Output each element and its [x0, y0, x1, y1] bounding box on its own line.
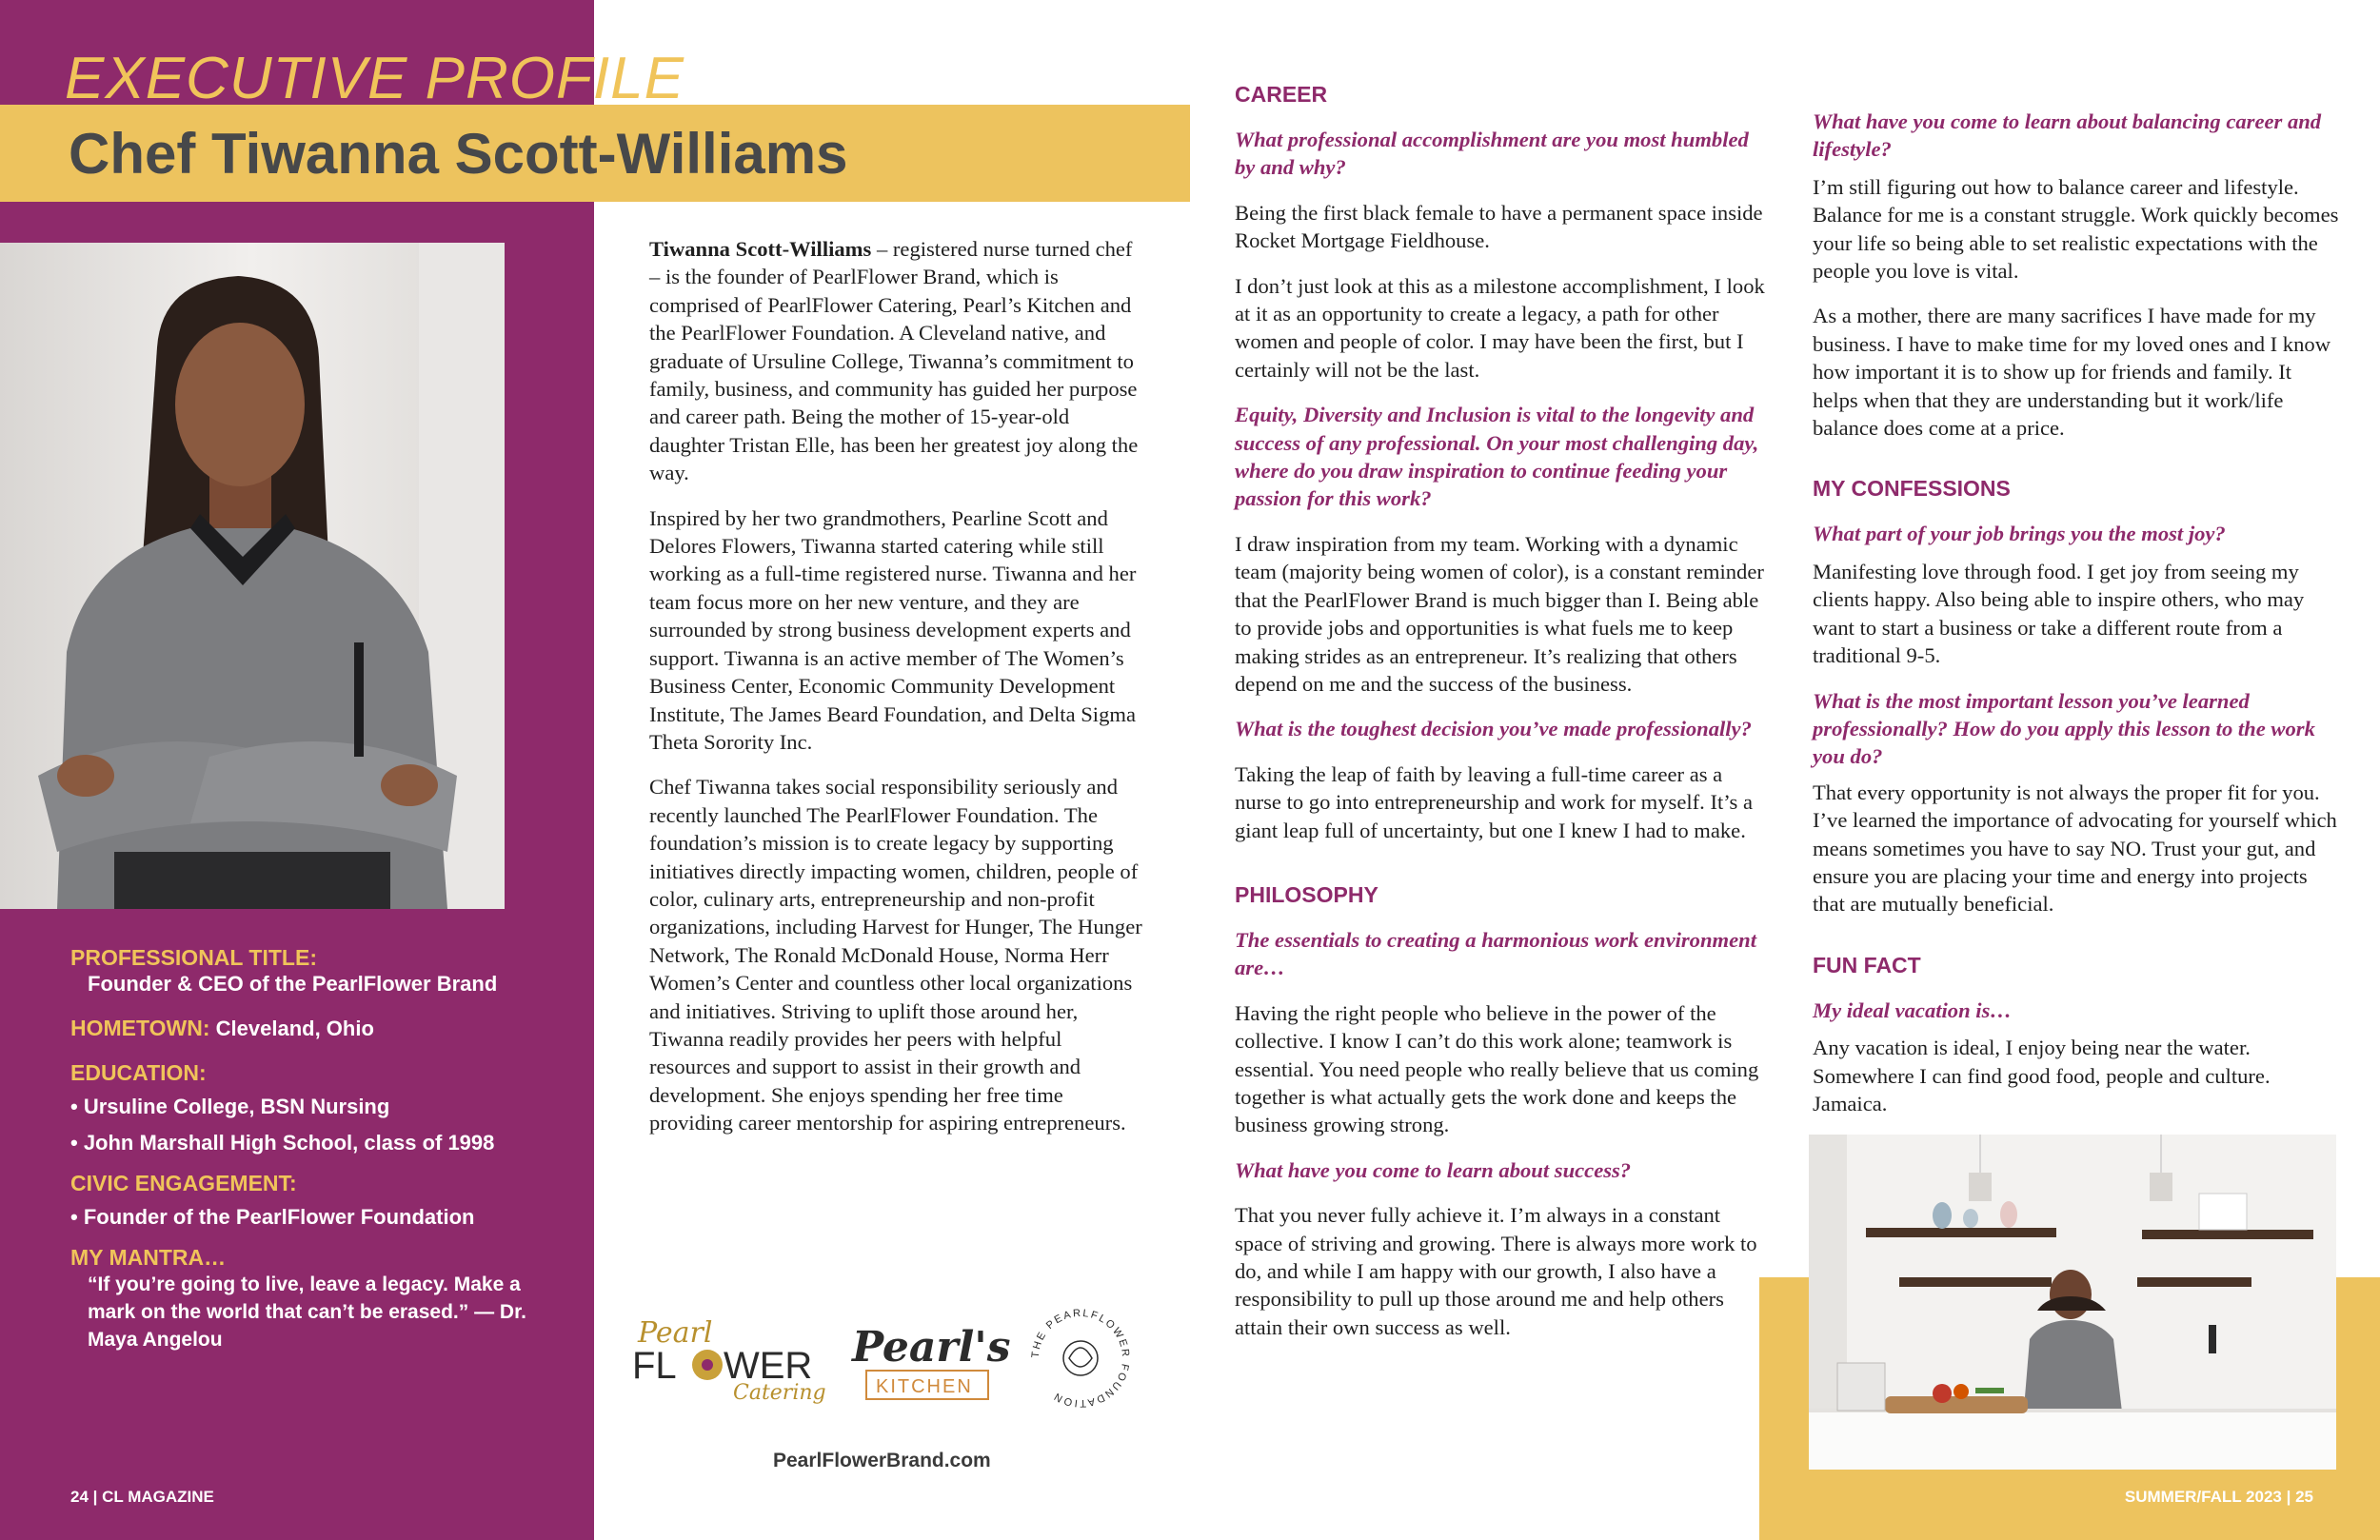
right-column	[1813, 108, 2341, 1135]
foundation-ring-text: THE PEARLFLOWER FOUNDATION	[1029, 1307, 1132, 1409]
logo-script: Pearl	[638, 1316, 713, 1350]
answer: Taking the leap of faith by leaving a full-time career as a nurse to go into entrepreneurship and work for myself. It’s a giant leap full of uncertainty, but one I knew I had to make.	[1235, 761, 1753, 842]
page-title: Chef Tiwanna Scott-Williams	[69, 122, 848, 186]
answer: That every opportunity is not always the proper fit for you. I’ve learned the importance of advocating for yourself which means sometimes you have to say NO. Trust your gut, and ensure you are placing your time and energy into projects that are mutually beneficial.	[1813, 780, 2337, 917]
answer: Any vacation is ideal, I enjoy being near the water. Somewhere I can find good food, people and culture. Jamaica.	[1813, 1036, 2271, 1116]
question: What part of your job brings you the most joy?	[1813, 522, 2226, 546]
civic-label: CIVIC ENGAGEMENT:	[70, 1171, 297, 1195]
section-kicker: EXECUTIVE PROFILE	[65, 46, 684, 111]
answer: I’m still figuring out how to balance career and lifestyle. Balance for me is a constant struggle. Work quickly becomes your life so being able to set realistic expectations with the people you love is vital.	[1813, 174, 2339, 284]
confessions-heading: MY CONFESSIONS	[1813, 476, 2011, 502]
pearls-kitchen-logo	[850, 1323, 1011, 1399]
bio-paragraph: Inspired by her two grandmothers, Pearline Scott and Delores Flowers, Tiwanna started catering while still working as a full-time registered nurse. Tiwanna and her team focus more on her new venture, and they are surrounded by strong business development experts and support. Tiwanna is an active member of The Women’s Business Center, Economic Community Development Institute, The James Beard Foundation, and Delta Sigma Theta Sorority Inc.	[649, 505, 1137, 754]
left-page-footer: 24 | CL MAGAZINE	[70, 1488, 214, 1506]
hometown-value: Cleveland, Ohio	[215, 1017, 374, 1040]
title-label: PROFESSIONAL TITLE:	[70, 945, 317, 970]
logo-main-b: WER	[724, 1345, 813, 1387]
bio-paragraph: Chef Tiwanna takes social responsibility seriously and recently launched The PearlFlower Foundation. The foundation’s mission is to create legacy by supporting initiatives directly impacting women, children, people of color, culinary arts, entrepreneurship and non-profit organizations, including Harvest for Hunger, The Hunger Network, The Ronald McDonald House, Norma Herr Women’s Center and countless other local organizations and initiatives. Striving to uplift those around her, Tiwanna readily provides her peers with helpful resources and support to assist in their growth and development. She enjoys spending her free time providing career mentorship for aspiring entrepreneurs.	[649, 775, 1142, 1135]
answer: As a mother, there are many sacrifices I have made for my business. I have to make time for my loved ones and I know how important it is to show up for friends and family. It helps when that they are understanding but it work/life balance does come at a price.	[1813, 304, 2331, 441]
portrait-illustration	[0, 243, 505, 909]
pk-script: Pearl's	[852, 1323, 1011, 1372]
bio-column	[649, 235, 1144, 1155]
answer: I draw inspiration from my team. Working with a dynamic team (majority being women of color), is a constant reminder that the PearlFlower Brand is much bigger than I. Being able to provide jobs and opportunities is what fuels me to keep making strides as an entrepreneur. It’s realizing that others depend on me and the success of the business.	[1235, 531, 1764, 696]
answer: Manifesting love through food. I get joy from seeing my clients happy. Also being able to inspire others, who may want to start a business or take a different route from a traditional 9-5.	[1813, 559, 2305, 668]
kitchen-illustration	[1809, 1135, 2336, 1470]
career-column	[1235, 80, 1768, 1358]
brand-logos	[609, 1304, 1152, 1409]
question: Equity, Diversity and Inclusion is vital to the longevity and success of any professional. On your most challenging day, where do you draw inspiration to continue feeding your passion for this work?	[1235, 403, 1759, 511]
question: What is the most important lesson you’ve learned professionally? How do you apply this lesson to the work you do?	[1813, 688, 2315, 769]
logos-svg	[609, 1304, 1152, 1409]
education-label: EDUCATION:	[70, 1060, 207, 1085]
education-item: • John Marshall High School, class of 1998	[70, 1131, 495, 1155]
question: What have you come to learn about balancing career and lifestyle?	[1813, 109, 2322, 162]
website-link[interactable]: PearlFlowerBrand.com	[773, 1450, 991, 1471]
civic-item: • Founder of the PearlFlower Foundation	[70, 1205, 475, 1229]
career-heading: CAREER	[1235, 82, 1328, 107]
answer: I don’t just look at this as a milestone accomplishment, I look at it as an opportunity to create a legacy, a path for other women and people of color. I may have been the first, but I certainly will not be the last.	[1235, 273, 1765, 382]
question: My ideal vacation is…	[1813, 997, 2012, 1022]
bio-lead-name: Tiwanna Scott-Williams	[649, 237, 872, 261]
foundation-logo	[1030, 1308, 1131, 1409]
question: What professional accomplishment are you most humbled by and why?	[1235, 128, 1749, 180]
mantra-label: MY MANTRA…	[70, 1245, 227, 1270]
funfact-heading: FUN FACT	[1813, 952, 1921, 977]
hometown-label: HOMETOWN:	[70, 1016, 210, 1040]
portrait-photo	[0, 243, 505, 909]
logo-sub: Catering	[733, 1381, 826, 1405]
bio-lead-text: – registered nurse turned chef – is the founder of PearlFlower Brand, which is comprised of PearlFlower Catering, Pearl’s Kitchen and the PearlFlower Foundation. A Cleveland native, and graduate of Ursuline College, Tiwanna’s commitment to family, business, and community has guided her purpose and career path. Being the mother of 15-year-old daughter Tristan Elle, has been her greatest joy along the way.	[649, 237, 1139, 485]
answer: Having the right people who believe in the power of the collective. I know I can’t do this work alone; teamwork is essential. You need people who really believe that us coming together is what actually gets the work done and keeps the business growing strong.	[1235, 1000, 1759, 1137]
education-item: • Ursuline College, BSN Nursing	[70, 1095, 390, 1118]
logo-main-a: FL	[632, 1345, 677, 1387]
pk-kitchen: KITCHEN	[876, 1376, 973, 1397]
profile-facts	[70, 944, 565, 1353]
question: What is the toughest decision you’ve made professionally?	[1235, 717, 1752, 741]
bio-paragraph	[649, 235, 1144, 487]
question: The essentials to creating a harmonious work environment are…	[1235, 927, 1756, 980]
pearlflower-catering-logo	[632, 1316, 826, 1405]
hometown-line	[70, 1015, 565, 1042]
title-value: Founder & CEO of the PearlFlower Brand	[88, 972, 498, 996]
answer: That you never fully achieve it. I’m always in a constant space of striving and growing. There is always more work to do, and while I am happy with our growth, I also have a responsibility to pull up those around me and help others attain their own success as well.	[1235, 1203, 1757, 1339]
answer: Being the first black female to have a permanent space inside Rocket Mortgage Fieldhouse.	[1235, 200, 1763, 253]
question: What have you come to learn about success?	[1235, 1157, 1632, 1182]
kitchen-photo	[1809, 1135, 2336, 1470]
mantra-quote: “If you’re going to live, leave a legacy. Make a mark on the world that can’t be erased.” — Dr. Maya Angelou	[88, 1273, 526, 1351]
philosophy-heading: PHILOSOPHY	[1235, 881, 1378, 907]
right-page-footer: SUMMER/FALL 2023 | 25	[2124, 1488, 2313, 1506]
